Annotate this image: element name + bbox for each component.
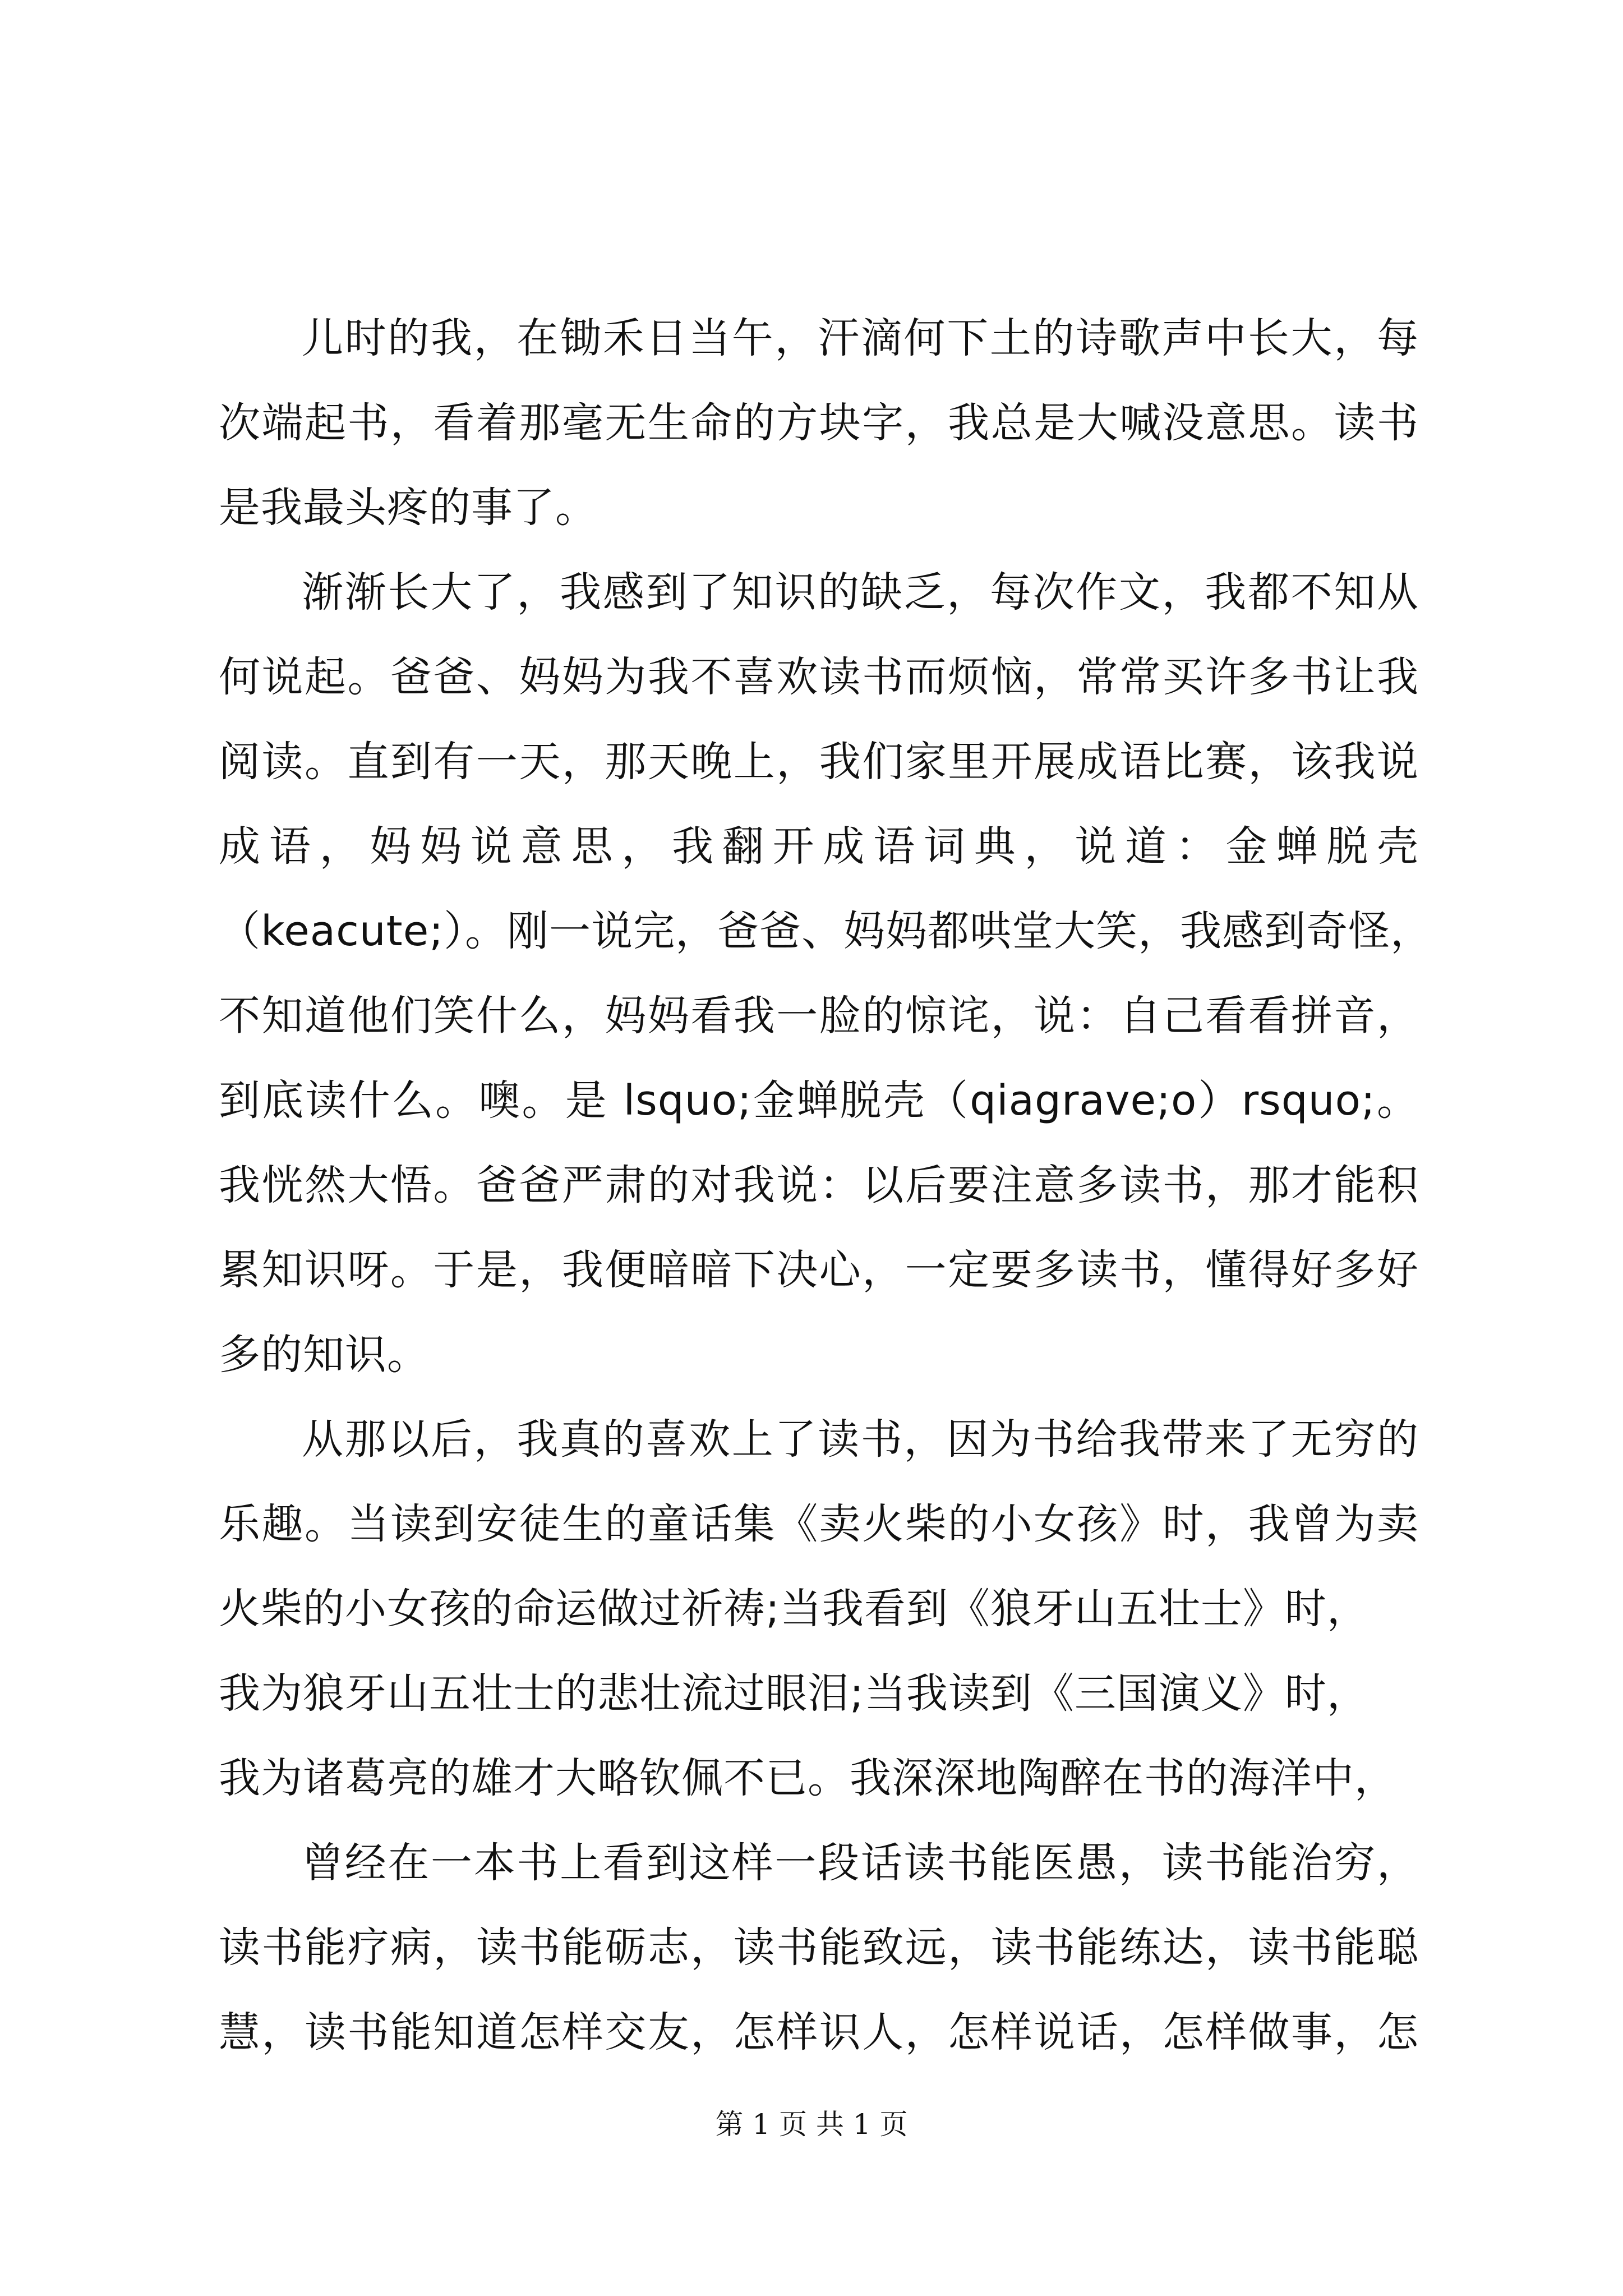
text-line: 阅读。直到有一天，那天晚上，我们家里开展成语比赛，该我说	[219, 738, 1419, 786]
text-line: 乐趣。当读到安徒生的童话集《卖火柴的小女孩》时，我曾为卖	[219, 1500, 1419, 1548]
text-line: 从那以后，我真的喜欢上了读书，因为书给我带来了无穷的	[302, 1415, 1419, 1464]
text-line: 次端起书，看着那毫无生命的方块字，我总是大喊没意思。读书	[219, 399, 1419, 447]
page-number: 第 1 页 共 1 页	[715, 2108, 908, 2141]
text-line: 多的知识。	[219, 1331, 429, 1379]
document-body	[219, 296, 1433, 2075]
text-line: 成语，妈妈说意思，我翻开成语词典，说道：金蝉脱壳	[219, 822, 1419, 871]
text-line: 曾经在一本书上看到这样一段话读书能医愚，读书能治穷，	[302, 1839, 1419, 1887]
text-line: 读书能疗病，读书能砺志，读书能致远，读书能练达，读书能聪	[219, 1924, 1419, 1972]
text-line: 我恍然大悟。爸爸严肃的对我说：以后要注意多读书，那才能积	[219, 1161, 1419, 1209]
text-line: 累知识呀。于是，我便暗暗下决心，一定要多读书，懂得好多好	[219, 1246, 1419, 1294]
text-line: 到底读什么。噢。是 lsquo;金蝉脱壳（qiagrave;o）rsquo;。	[219, 1076, 1419, 1125]
text-line: 不知道他们笑什么，妈妈看我一脸的惊诧，说：自己看看拼音，	[219, 992, 1419, 1040]
text-line: 何说起。爸爸、妈妈为我不喜欢读书而烦恼，常常买许多书让我	[219, 653, 1419, 701]
text-line: 慧，读书能知道怎样交友，怎样识人，怎样说话，怎样做事，怎	[219, 2008, 1419, 2056]
text-line: （keacute;）。刚一说完，爸爸、妈妈都哄堂大笑，我感到奇怪，	[219, 907, 1433, 955]
text-line: 火柴的小女孩的命运做过祈祷;当我看到《狼牙山五壮士》时，	[219, 1585, 1369, 1633]
text-line: 我为狼牙山五壮士的悲壮流过眼泪;当我读到《三国演义》时，	[219, 1669, 1369, 1718]
page-footer	[0, 2105, 1623, 2144]
text-line: 渐渐长大了，我感到了知识的缺乏，每次作文，我都不知从	[302, 568, 1419, 616]
text-line: 儿时的我，在锄禾日当午，汗滴何下土的诗歌声中长大，每	[302, 314, 1419, 362]
text-line: 是我最头疼的事了。	[219, 484, 597, 532]
text-line: 我为诸葛亮的雄才大略钦佩不已。我深深地陶醉在书的海洋中，	[219, 1754, 1396, 1802]
